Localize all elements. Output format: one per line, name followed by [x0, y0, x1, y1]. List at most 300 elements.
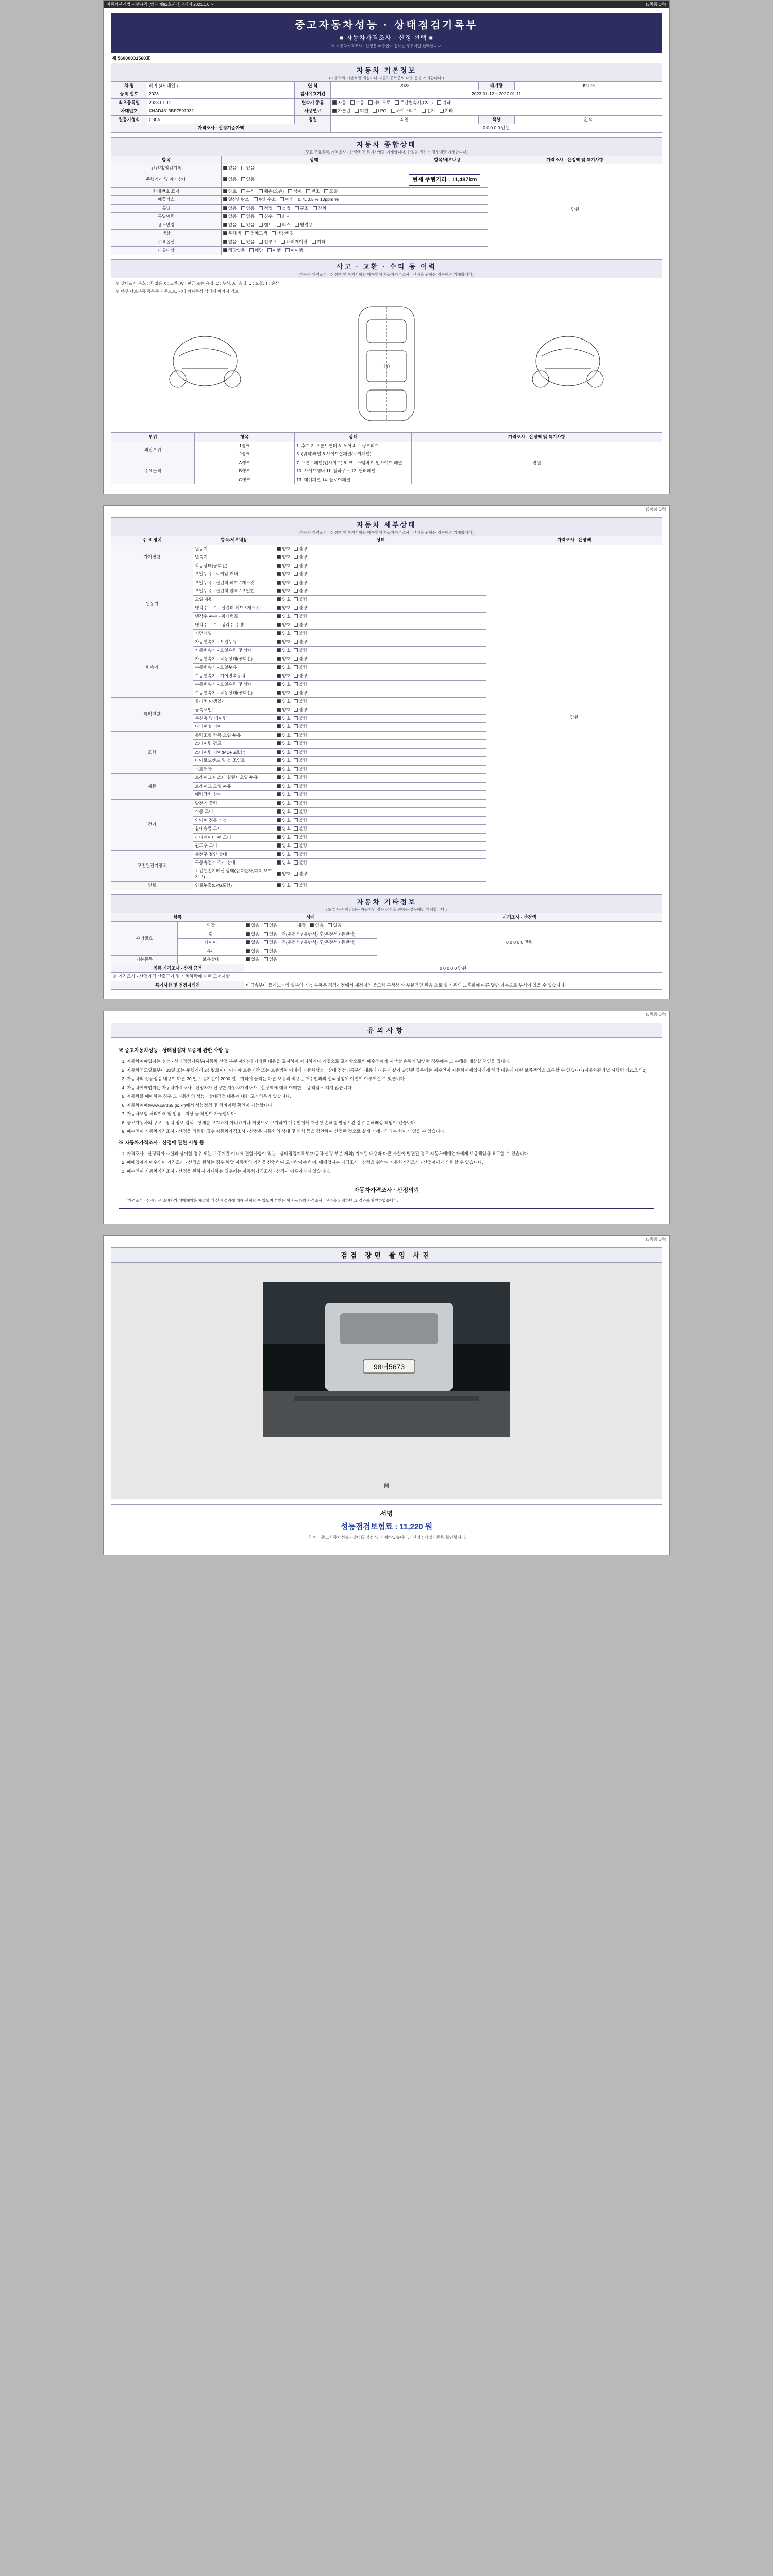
- value-regno: 2023: [147, 90, 295, 98]
- opt-other-2-1[interactable]: 있음: [264, 940, 277, 945]
- opt-detail-1-1-1[interactable]: 불량: [294, 580, 307, 586]
- opt-detail-3-2-1[interactable]: 불량: [294, 716, 307, 721]
- page3-corner-note: (3쪽중 1쪽): [646, 1012, 666, 1018]
- detail-item-status[interactable]: [275, 638, 486, 646]
- opt-detail-2-0-0[interactable]: 양호: [277, 639, 290, 645]
- label-color: 색상: [478, 115, 514, 124]
- row-label-3: 배출가스: [111, 196, 222, 204]
- notice-item: 1. 가격조사 · 산정액이 사실과 상이할 경우 또는 보증기간 이내에 결함사항이 있는 · 상태점검기록부(자동차 산정 부분 제외) 기재된 내용과 다른 사실이 발견된 경우 자동차매매업자에게 보증책임을 요구할 수 있습니다.: [127, 1150, 654, 1157]
- opt-1-0[interactable]: 없음: [223, 177, 237, 182]
- opt-8-1[interactable]: 있음: [241, 239, 255, 245]
- detail-item-status[interactable]: [275, 782, 486, 790]
- label-firstreg: 최초등록일: [111, 98, 147, 107]
- other-opts-3[interactable]: [244, 947, 377, 955]
- section-header-detail: [111, 517, 662, 536]
- detail-item-status[interactable]: [275, 799, 486, 807]
- opt-detail-2-2-0[interactable]: 양호: [277, 656, 290, 662]
- opt-detail-1-2-0[interactable]: 양호: [277, 588, 290, 594]
- other-opts-2[interactable]: [244, 939, 377, 947]
- page4-corner-note: (3쪽중 1쪽): [646, 1237, 666, 1242]
- opt-fuel-5[interactable]: 기타: [440, 108, 453, 114]
- fuel-options[interactable]: [331, 107, 662, 115]
- opt-detail-3-0-1[interactable]: 불량: [294, 699, 307, 704]
- detail-item-status[interactable]: [275, 647, 486, 655]
- opt-detail-0-2-0[interactable]: 양호: [277, 563, 290, 569]
- car-diagrams: [115, 296, 658, 429]
- detail-item-status[interactable]: [275, 604, 486, 612]
- value-carname: 레이 (4세대일 ): [147, 82, 295, 90]
- detail-item-label: 피트먼암: [193, 765, 275, 773]
- row-label-2: 차대번호 표기: [111, 187, 222, 195]
- row-label-9: 리콜대상: [111, 246, 222, 255]
- opt-detail-6-1-1[interactable]: 불량: [294, 809, 307, 815]
- detail-item-status[interactable]: [275, 748, 486, 756]
- opt-other-3-1[interactable]: 있음: [264, 948, 277, 954]
- opt-detail-4-4-1[interactable]: 불량: [294, 767, 307, 772]
- opt-detail-5-1-0[interactable]: 양호: [277, 784, 290, 789]
- col-head-other-item: 항목: [111, 913, 244, 921]
- opt-detail-6-5-0[interactable]: 양호: [277, 843, 290, 849]
- opt-detail-1-4-1[interactable]: 불량: [294, 605, 307, 611]
- opt-detail-1-5-0[interactable]: 양호: [277, 614, 290, 619]
- opt-7-0[interactable]: 무채색: [223, 231, 241, 236]
- detail-item-label: 자동변속기 - 오일누유: [193, 638, 275, 646]
- detail-item-status[interactable]: [275, 553, 486, 562]
- opt-detail-3-3-0[interactable]: 양호: [277, 724, 290, 730]
- opt-other-0-3[interactable]: 있음: [328, 923, 341, 928]
- car-topview-icon: [340, 299, 433, 428]
- opt-2-4[interactable]: 변조: [306, 189, 320, 194]
- opt-transmission-0[interactable]: 자동: [332, 100, 346, 106]
- opt-8-4[interactable]: 기타: [312, 239, 325, 245]
- detail-item-label: 브레이크 마스터 실린더오일 누유: [193, 774, 275, 782]
- opt-transmission-4[interactable]: 기타: [437, 100, 450, 106]
- opt-0-0[interactable]: 없음: [223, 165, 237, 171]
- opt-8-2[interactable]: 선루프: [259, 239, 277, 245]
- page-1: [103, 0, 670, 494]
- opt-3-1[interactable]: 탄화수소: [254, 197, 276, 202]
- col-head-status: 상태: [275, 536, 486, 545]
- detail-item-status[interactable]: [275, 562, 486, 570]
- opt-detail-3-1-1[interactable]: 불량: [294, 707, 307, 713]
- section-header-overall: [111, 137, 662, 156]
- detail-item-status[interactable]: [275, 664, 486, 672]
- opt-detail-5-2-0[interactable]: 양호: [277, 792, 290, 798]
- detail-item-status[interactable]: [275, 723, 486, 731]
- opt-8-0[interactable]: 없음: [223, 239, 237, 245]
- opt-detail-1-5-1[interactable]: 불량: [294, 614, 307, 619]
- opt-2-0[interactable]: 양호: [223, 189, 237, 194]
- opt-other-0-0[interactable]: 없음: [246, 923, 259, 928]
- opt-1-1[interactable]: 있음: [241, 177, 255, 182]
- opt-other-4-1[interactable]: 있음: [264, 957, 277, 962]
- detail-item-status[interactable]: [275, 681, 486, 689]
- opt-detail-4-1-0[interactable]: 양호: [277, 741, 290, 747]
- opt-detail-1-2-1[interactable]: 불량: [294, 588, 307, 594]
- detail-item-status[interactable]: [275, 545, 486, 553]
- opt-fuel-1[interactable]: 디젤: [355, 108, 368, 114]
- opt-other-0-2[interactable]: 없음: [310, 923, 323, 928]
- opt-4-4[interactable]: 구조: [295, 206, 308, 211]
- detail-item-status[interactable]: [275, 858, 486, 867]
- opt-detail-2-0-1[interactable]: 불량: [294, 639, 307, 645]
- opt-detail-7-2-0[interactable]: 양호: [277, 871, 290, 877]
- opt-9-2[interactable]: 이행: [267, 248, 281, 253]
- table-header-row: [111, 536, 662, 545]
- opt-detail-2-3-0[interactable]: 양호: [277, 665, 290, 670]
- opt-detail-7-0-0[interactable]: 양호: [277, 852, 290, 857]
- detail-item-status[interactable]: [275, 655, 486, 663]
- section-sub-detail: (자동차 가격조사 · 산정액 및 특기사항은 매수인이 자동차가격조사 · 산정을 원하는 경우에만 기재합니다.): [298, 530, 475, 535]
- detail-item-status[interactable]: [275, 587, 486, 595]
- opt-2-5[interactable]: 도말: [324, 189, 338, 194]
- other-opts-4[interactable]: [244, 956, 377, 964]
- detail-item-status[interactable]: [275, 570, 486, 579]
- detail-item-label: 실내송풍 모터: [193, 825, 275, 833]
- svg-text:98허5673: 98허5673: [373, 1363, 405, 1371]
- notice-item: 3. 자동차의 성능점검 내용이 다른 30 일 보증기간이 2000 킬로미터에 물리는 다른 보증의 적용은 매수인과의 신뢰성행위 이전이 이루어질 수 있습니다.: [127, 1075, 654, 1082]
- col-head-detail-price: 가격조사 · 산정액: [486, 536, 662, 545]
- detail-item-status[interactable]: [275, 672, 486, 680]
- detail-item-status[interactable]: [275, 808, 486, 816]
- opt-detail-6-3-1[interactable]: 불량: [294, 826, 307, 832]
- opt-other-1-0[interactable]: 없음: [246, 931, 259, 937]
- transmission-options[interactable]: [331, 98, 662, 107]
- row-label-0: 건전지/점검기록: [111, 164, 222, 173]
- opt-6-3[interactable]: 리스: [277, 222, 290, 228]
- opt-4-2[interactable]: 적법: [259, 206, 272, 211]
- opt-detail-4-4-0[interactable]: 양호: [277, 767, 290, 772]
- page-3: [103, 1011, 670, 1224]
- opt-2-1[interactable]: 부식: [241, 189, 255, 194]
- label-regno: 등록 번호: [111, 90, 147, 98]
- notice-item: 7. 자동차보험 처리이력 및 압류 · 저당 등 확인이 가능합니다.: [127, 1110, 654, 1117]
- car-front-left-icon: [161, 325, 249, 402]
- overall-state-table: [111, 156, 662, 256]
- opt-detail-5-0-0[interactable]: 양호: [277, 775, 290, 781]
- opt-detail-1-1-0[interactable]: 양호: [277, 580, 290, 586]
- opt-detail-6-1-0[interactable]: 양호: [277, 809, 290, 815]
- notice-head-2: ※ 자동차가격조사 · 산정에 관한 사항 등: [119, 1140, 205, 1146]
- detail-item-label: 오일누유 - 로커암 커버: [193, 570, 275, 579]
- detail-group-label: 원동기: [111, 570, 193, 638]
- table-row: [111, 82, 662, 90]
- opt-detail-7-2-1[interactable]: 불량: [294, 871, 307, 877]
- row-label-1: 주행거리 및 계기상태: [111, 173, 222, 187]
- detail-item-label: 충전구 절연 상태: [193, 850, 275, 858]
- other-item-0: 외장: [178, 922, 244, 930]
- row-opts-0[interactable]: [221, 164, 407, 173]
- opt-2-3[interactable]: 상이: [288, 189, 301, 194]
- opt-6-4[interactable]: 영업용: [295, 222, 313, 228]
- detail-item-status[interactable]: [275, 706, 486, 714]
- opt-detail-2-3-1[interactable]: 불량: [294, 665, 307, 670]
- other-opts-0[interactable]: [244, 922, 377, 930]
- opt-other-3-0[interactable]: 없음: [246, 948, 259, 954]
- opt-detail-1-3-0[interactable]: 양호: [277, 597, 290, 602]
- opt-detail-6-5-1[interactable]: 불량: [294, 843, 307, 849]
- detail-item-label: 클러치 어셈블리: [193, 698, 275, 706]
- opt-detail-1-0-1[interactable]: 불량: [294, 571, 307, 577]
- detail-item-status[interactable]: [275, 816, 486, 824]
- col-head-items: 상태: [295, 433, 412, 442]
- opt-detail-3-1-0[interactable]: 양호: [277, 707, 290, 713]
- rank-label-1-2: C랭크: [194, 476, 294, 484]
- table-row: [111, 981, 662, 989]
- opt-9-0[interactable]: 해당없음: [223, 248, 245, 253]
- label-vin: 차대번호: [111, 107, 147, 115]
- row-opts-6[interactable]: [221, 221, 488, 229]
- opt-other-4-0[interactable]: 없음: [246, 957, 259, 962]
- detail-group-label: 동력전달: [111, 698, 193, 732]
- opt-detail-0-1-1[interactable]: 불량: [294, 554, 307, 560]
- opt-detail-6-2-1[interactable]: 불량: [294, 818, 307, 823]
- opt-detail-8-0-0[interactable]: 양호: [277, 883, 290, 888]
- notice-list-2: [127, 1150, 654, 1175]
- section-sub-other: (※ 항목은 해당되는 자동차인 경우 산정을 원하는 경우에만 기재합니다.): [326, 907, 447, 912]
- opt-fuel-2[interactable]: LPG: [373, 108, 386, 114]
- value-firstreg: 2023-01-12: [147, 98, 295, 107]
- other-detail-1: 전(운전석 / 동반석) 후(운전석 / 동반석): [281, 931, 356, 937]
- detail-item-status[interactable]: [275, 579, 486, 587]
- opt-detail-1-4-0[interactable]: 양호: [277, 605, 290, 611]
- opt-detail-4-2-0[interactable]: 양호: [277, 750, 290, 755]
- detail-item-status[interactable]: [275, 757, 486, 765]
- opt-detail-3-2-0[interactable]: 양호: [277, 716, 290, 721]
- opt-detail-2-1-1[interactable]: 불량: [294, 648, 307, 653]
- opt-4-5[interactable]: 장치: [313, 206, 326, 211]
- detail-item-status[interactable]: [275, 630, 486, 638]
- detail-item-status[interactable]: [275, 825, 486, 833]
- opt-detail-1-0-0[interactable]: 양호: [277, 571, 290, 577]
- opt-detail-2-1-0[interactable]: 양호: [277, 648, 290, 653]
- section-title-accident: 사고 · 교환 · 수리 등 이력: [336, 263, 437, 271]
- opt-detail-6-2-0[interactable]: 양호: [277, 818, 290, 823]
- opt-detail-2-4-0[interactable]: 양호: [277, 673, 290, 679]
- opt-6-1[interactable]: 있음: [241, 222, 255, 228]
- detail-item-label: 구동축전지 격리 상태: [193, 858, 275, 867]
- opt-detail-2-2-1[interactable]: 불량: [294, 656, 307, 662]
- other-item-3: 유리: [178, 947, 244, 955]
- opt-9-3[interactable]: 미이행: [285, 248, 304, 253]
- row-opts-4[interactable]: [221, 204, 488, 212]
- row-opts-2[interactable]: [221, 187, 488, 195]
- opt-detail-4-2-1[interactable]: 불량: [294, 750, 307, 755]
- table-row: [111, 922, 662, 930]
- opt-detail-1-6-0[interactable]: 양호: [277, 622, 290, 628]
- opt-detail-1-6-1[interactable]: 불량: [294, 622, 307, 628]
- opt-detail-1-3-1[interactable]: 불량: [294, 597, 307, 602]
- signature-title: 서명: [111, 1504, 662, 1518]
- svg-text:10: 10: [383, 364, 390, 370]
- col-head-other-price: 가격조사 · 산정액: [377, 913, 662, 921]
- value-basevalue: 0 0 0 0 0 만원: [331, 124, 662, 132]
- opt-detail-5-2-1[interactable]: 불량: [294, 792, 307, 798]
- notice-head-1: ※ 중고자동차성능 · 상태점검자 보증에 관한 사항 등: [119, 1048, 229, 1054]
- opt-other-1-1[interactable]: 있음: [264, 931, 277, 937]
- notice-item: 2. 자동차인도일로부터 30일 또는 주행거리 2천킬로미터 이내에 보증기간 또는 보증범위 이내에 자동차성능 · 상태 점검기록부의 내용과 다른 사실이 발견된 경우에는 매수인이 자동차매매업자에게 해당 내용에 대한 보증책임을 요구할 수 있습니다(자동차관리법 시행령 제21조의2).: [127, 1066, 654, 1074]
- detail-item-status[interactable]: [275, 791, 486, 799]
- opt-4-0[interactable]: 없음: [223, 206, 237, 211]
- detail-item-label: 브레이크 오일 누유: [193, 782, 275, 790]
- opt-detail-3-3-1[interactable]: 불량: [294, 724, 307, 730]
- row-opts-3[interactable]: [221, 196, 488, 204]
- total-note: ※ 가격조사 · 산정가격 산출근거 및 가치하락에 대한 고지사항: [111, 973, 662, 981]
- detail-item-status[interactable]: [275, 740, 486, 748]
- opt-5-3[interactable]: 화재: [277, 214, 290, 219]
- col-head-subitem: 항목/세부내용: [193, 536, 275, 545]
- special-text: 비금속부터 틀리느피의 일부의 기능 부품은 경검시점에서 세정피의 중고차 특성상 상 부분적인 원음 으로 일 자원의 노후화에 따른 멸단 기본으로 부식이 있을 수 있습니다.: [244, 981, 662, 989]
- group-label-basic-items: 기본품목: [111, 956, 178, 964]
- row-opts-9[interactable]: [221, 246, 488, 255]
- opt-detail-1-7-1[interactable]: 불량: [294, 631, 307, 636]
- opt-4-1[interactable]: 있음: [241, 206, 255, 211]
- opt-9-1[interactable]: 해당: [249, 248, 263, 253]
- detail-group-label: 연료: [111, 882, 193, 890]
- opt-3-2[interactable]: 매연: [280, 197, 293, 202]
- group-label-frame: 주요골격: [111, 459, 195, 484]
- opt-detail-6-0-0[interactable]: 양호: [277, 801, 290, 806]
- opt-5-1[interactable]: 있음: [241, 214, 255, 219]
- notice-title: 유의사항: [111, 1023, 662, 1038]
- opt-fuel-4[interactable]: 전기: [422, 108, 435, 114]
- row-opts-7[interactable]: [221, 229, 488, 238]
- opt-detail-2-5-0[interactable]: 양호: [277, 682, 290, 687]
- detail-item-status[interactable]: [275, 621, 486, 629]
- mileage-value: 현재 주행거리 : 11,487km: [409, 174, 481, 186]
- declaration-box: [119, 1181, 654, 1209]
- opt-5-2[interactable]: 침수: [259, 214, 272, 219]
- other-item-0b: 내장: [297, 923, 306, 928]
- opt-detail-2-6-1[interactable]: 불량: [294, 690, 307, 696]
- other-detail-2: 전(운전석 / 동반석) 후(운전석 / 동반석): [281, 940, 356, 945]
- opt-detail-7-1-1[interactable]: 불량: [294, 860, 307, 866]
- opt-fuel-3[interactable]: 하이브리드: [391, 108, 417, 114]
- opt-transmission-2[interactable]: 세미오토: [368, 100, 391, 106]
- detail-item-label: 오일누유 - 실린더 헤드 / 개스킷: [193, 579, 275, 587]
- opt-detail-2-6-0[interactable]: 양호: [277, 690, 290, 696]
- opt-5-0[interactable]: 없음: [223, 214, 237, 219]
- opt-transmission-3[interactable]: 무단변속기(CVT): [395, 100, 433, 106]
- notice-item: 4. 자동차매매업자는 자동차가격조사 · 산정자가 산정한 자동차가격조사 · 산정액에 대해 어떠한 보증책임도 지지 않습니다.: [127, 1084, 654, 1091]
- row-opts-1[interactable]: [221, 173, 407, 187]
- opt-detail-2-5-1[interactable]: 불량: [294, 682, 307, 687]
- opt-4-3[interactable]: 불법: [277, 206, 290, 211]
- detail-item-status[interactable]: [275, 689, 486, 697]
- basic-info-table: [111, 81, 662, 133]
- detail-item-status[interactable]: [275, 842, 486, 850]
- opt-detail-7-1-0[interactable]: 양호: [277, 860, 290, 866]
- opt-7-1[interactable]: 전체도색: [245, 231, 267, 236]
- table-header-row: [111, 433, 662, 442]
- opt-transmission-1[interactable]: 수동: [350, 100, 364, 106]
- opt-6-0[interactable]: 없음: [223, 222, 237, 228]
- opt-6-2[interactable]: 렌트: [259, 222, 272, 228]
- row-label-6: 용도변경: [111, 221, 222, 229]
- other-opts-1[interactable]: [244, 930, 377, 938]
- document-number: 제 56000031560호: [112, 56, 150, 61]
- notice-item: 1. 자동차매매업자는 성능 · 상태점검기록부(자동차 산정 부분 제외)에 기재된 내용을 고지하지 아니하거나 거짓으로 고지함으로써 매수인에게 재산상 손해가 발생한 경우에는 그 손해를 배상할 책임을 집니다.: [127, 1058, 654, 1065]
- accident-diagram-area: [111, 278, 662, 433]
- detail-item-label: 연료누출(LPG포함): [193, 882, 275, 890]
- form-legal-ref: 자동차관리법 시행규칙 [별지 제82호서식] <개정 2021.1.6.>: [107, 2, 213, 7]
- total-value: 0 0 0 0 0 만원: [244, 964, 662, 972]
- detail-item-status[interactable]: [275, 833, 486, 841]
- detail-item-label: 시동 모터: [193, 808, 275, 816]
- detail-item-status[interactable]: [275, 850, 486, 858]
- opt-detail-0-1-0[interactable]: 양호: [277, 554, 290, 560]
- opt-detail-4-0-0[interactable]: 양호: [277, 733, 290, 738]
- opt-detail-4-0-1[interactable]: 불량: [294, 733, 307, 738]
- opt-detail-0-2-1[interactable]: 불량: [294, 563, 307, 569]
- opt-7-2[interactable]: 색상변경: [272, 231, 294, 236]
- opt-detail-4-3-1[interactable]: 불량: [294, 758, 307, 764]
- detail-item-status[interactable]: [275, 765, 486, 773]
- opt-8-3[interactable]: 내비게이션: [281, 239, 307, 245]
- detail-item-status[interactable]: [275, 613, 486, 621]
- rank-label-1-0: A랭크: [194, 459, 294, 467]
- opt-detail-6-3-0[interactable]: 양호: [277, 826, 290, 832]
- opt-other-0-1[interactable]: 있음: [264, 923, 277, 928]
- inspection-photo-area: [111, 1262, 662, 1499]
- opt-detail-6-4-1[interactable]: 불량: [294, 835, 307, 840]
- detail-item-status[interactable]: [275, 882, 486, 890]
- detail-item-status[interactable]: [275, 715, 486, 723]
- opt-detail-4-3-0[interactable]: 양호: [277, 758, 290, 764]
- other-item-1: 휠: [178, 930, 244, 938]
- row-label-8: 주요옵션: [111, 238, 222, 246]
- table-row: [111, 973, 662, 981]
- document-title: 중고자동차성능 · 상태점검기록부: [294, 20, 479, 31]
- total-label: 최종 가격조사 · 산정 금액: [111, 964, 244, 972]
- opt-detail-5-0-1[interactable]: 불량: [294, 775, 307, 781]
- row-opts-8[interactable]: [221, 238, 488, 246]
- opt-detail-3-0-0[interactable]: 양호: [277, 699, 290, 704]
- detail-item-status[interactable]: [275, 774, 486, 782]
- opt-detail-6-0-1[interactable]: 불량: [294, 801, 307, 806]
- opt-detail-8-0-1[interactable]: 불량: [294, 883, 307, 888]
- label-inspection: 검사유효기간: [295, 90, 331, 98]
- table-row: [111, 964, 662, 972]
- detail-item-status[interactable]: [275, 698, 486, 706]
- value-engine: G3LA: [147, 115, 295, 124]
- opt-2-2[interactable]: 훼손(오손): [259, 189, 284, 194]
- opt-detail-4-1-1[interactable]: 불량: [294, 741, 307, 747]
- detail-price-value: 만원: [486, 545, 662, 890]
- opt-detail-6-4-0[interactable]: 양호: [277, 835, 290, 840]
- page2-corner-note: (3쪽중 1쪽): [646, 507, 666, 512]
- opt-detail-7-0-1[interactable]: 불량: [294, 852, 307, 857]
- opt-detail-1-7-0[interactable]: 양호: [277, 631, 290, 636]
- row-opts-5[interactable]: [221, 213, 488, 221]
- opt-detail-5-1-1[interactable]: 불량: [294, 784, 307, 789]
- group-label-outer: 외판부위: [111, 442, 195, 459]
- detail-item-status[interactable]: [275, 731, 486, 739]
- opt-0-1[interactable]: 있음: [241, 165, 255, 171]
- table-row: [111, 442, 662, 450]
- opt-3-0[interactable]: 일산화탄소: [223, 197, 249, 202]
- opt-detail-0-0-0[interactable]: 양호: [277, 546, 290, 552]
- opt-other-2-0[interactable]: 없음: [246, 940, 259, 945]
- car-rear-right-icon: [524, 325, 612, 402]
- detail-item-status[interactable]: [275, 867, 486, 882]
- opt-detail-0-0-1[interactable]: 불량: [294, 546, 307, 552]
- opt-detail-2-4-1[interactable]: 불량: [294, 673, 307, 679]
- opt-fuel-0[interactable]: 가솔린: [332, 108, 350, 114]
- row-note-0: [407, 164, 488, 173]
- detail-item-status[interactable]: [275, 596, 486, 604]
- page-4: [103, 1235, 670, 1555]
